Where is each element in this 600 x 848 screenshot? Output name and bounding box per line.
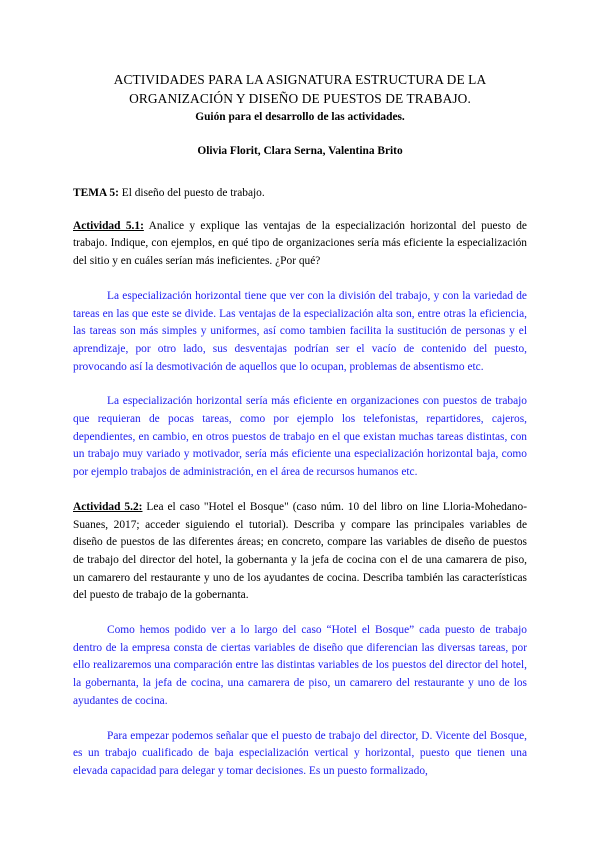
document-title <box>73 70 527 108</box>
document-authors: Olivia Florit, Clara Serna, Valentina Brito <box>197 145 403 157</box>
tema-text: El diseño del puesto de trabajo. <box>118 187 265 199</box>
activity-5-2-question <box>73 499 527 605</box>
answer-5-1-paragraph-1: La especialización horizontal tiene que ver con la división del trabajo, y con la variedad de tareas en las que este se divide. Las ventajas de la especialización alta son, entre otras la eficiencia, las tareas son más simples y uniformes, así como tambien facilita la sustitución de personas y el aprendizaje, por otro lado, sus desventajas podrían ser el vacío de contenido del puesto, provocando así la desmotivación de aquellos que lo ocupan, problemas de absentismo etc. <box>73 289 527 373</box>
title-line-1: ACTIVIDADES PARA LA ASIGNATURA ESTRUCTURA DE LA <box>113 72 487 87</box>
document-subtitle: Guión para el desarrollo de las actividades. <box>195 111 405 123</box>
activity-5-1-question <box>73 218 527 271</box>
activity-5-1-label: Actividad 5.1: <box>73 219 144 232</box>
answer-5-1-paragraph-2: La especialización horizontal sería más eficiente en organizaciones con puestos de trabajo que requieran de pocas tareas, como por ejemplo los telefonistas, repartidores, cajeros, dependientes, en cambio, en otros puestos de trabajo en el que existan muchas tareas distintas, con un trabajo muy variado y motivador, sería más eficiente una especialización horizontal baja, como por ejemplo trabajos de administración, en el área de recursos humanos etc. <box>73 395 527 479</box>
activity-5-2-text: Lea el caso "Hotel el Bosque" (caso núm. 10 del libro on line Lloria-Mohedano-Suanes, 2017; acceder siguiendo el tutorial). Describa y compare las principales variables de diseño de puestos de las diferentes áreas; en concreto, compare las variables de diseño de puestos de trabajo del director del hotel, la gobernanta y la jefa de cocina con el de una camarera de piso, un camarero del restaurante y uno de los ayudantes de cocina. Describa también las características del puesto de trabajo de la gobernanta. <box>73 500 527 602</box>
title-line-2: ORGANIZACIÓN Y DISEÑO DE PUESTOS DE TRABAJO. <box>129 91 471 106</box>
tema-label: TEMA 5: <box>73 187 119 199</box>
answer-5-2-paragraph-1: Como hemos podido ver a lo largo del caso “Hotel el Bosque” cada puesto de trabajo dentro de la empresa consta de ciertas variables de diseño que diferencian las diversas tareas, por ello realizaremos una comparación entre las distintas variables de los puestos del director del hotel, la gobernanta, la jefa de cocina, una camarera de piso, un camarero del restaurante y uno de los ayudantes de cocina. <box>73 624 527 707</box>
activity-5-2-label: Actividad 5.2: <box>73 500 143 513</box>
answer-5-2-paragraph-2: Para empezar podemos señalar que el puesto de trabajo del director, D. Vicente del Bosque, es un trabajo cualificado de baja especialización vertical y horizontal, puesto que tienen una elevada capacidad para delegar y tomar decisiones. Es un puesto formalizado, <box>73 729 527 777</box>
tema-heading <box>73 185 527 203</box>
activity-5-1-text: Analice y explique las ventajas de la especialización horizontal del puesto de trabajo. Indique, con ejemplos, en qué tipo de organizaciones sería más eficiente la especialización del sitio y en cuáles serían más ineficientes. ¿Por qué? <box>73 219 527 268</box>
